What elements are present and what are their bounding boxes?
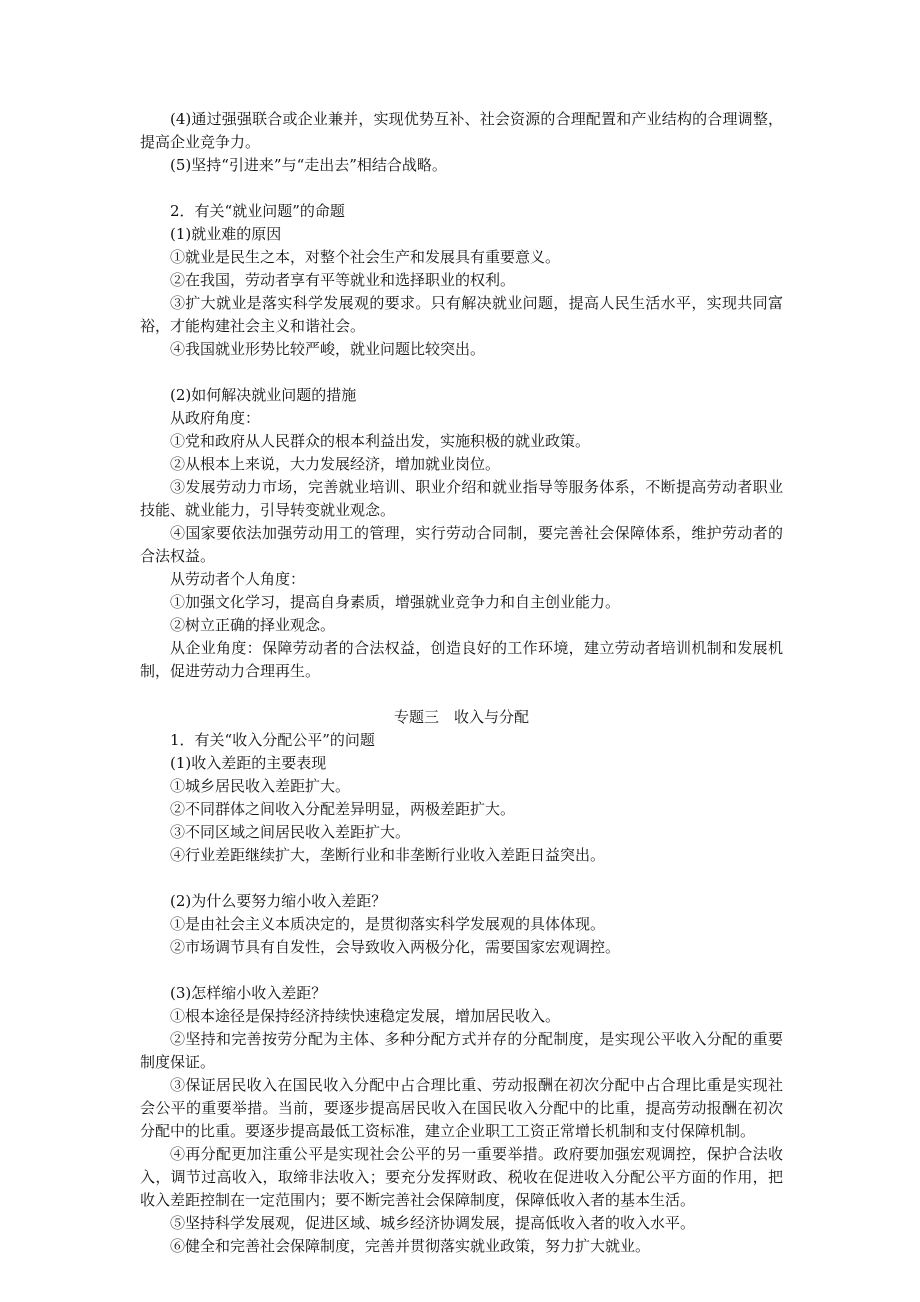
- paragraph: 从劳动者个人角度：: [170, 570, 306, 588]
- paragraph-spacer: [140, 683, 783, 706]
- paragraph: ④再分配更加注重公平是实现社会公平的另一重要举措。政府要加强宏观调控，保护合法收入，调节过高收入，取缔非法收入；要充分发挥财政、税收在促进收入分配公平方面的作用，把收入差距控制在一定范围内；要不断完善社会保障制度，保障低收入者的基本生活。: [140, 1145, 783, 1209]
- paragraph: (5)坚持“引进来”与“走出去”相结合战略。: [170, 156, 447, 174]
- paragraph: ①党和政府从人民群众的根本利益出发，实施积极的就业政策。: [170, 432, 591, 450]
- paragraph: ⑥健全和完善社会保障制度，完善并贯彻落实就业政策，努力扩大就业。: [170, 1237, 651, 1255]
- paragraph: ①加强文化学习，提高自身素质，增强就业竞争力和自主创业能力。: [170, 593, 621, 611]
- paragraph: (2)如何解决就业问题的措施: [170, 386, 357, 404]
- paragraph: 2．有关“就业问题”的命题: [170, 202, 345, 220]
- paragraph: ③保证居民收入在国民收入分配中占合理比重、劳动报酬在初次分配中占合理比重是实现社会公平的重要举措。当前，要逐步提高居民收入在国民收入分配中的比重，提高劳动报酬在初次分配中的比重。要逐步提高最低工资标准，建立企业职工工资正常增长机制和支付保障机制。: [140, 1076, 783, 1140]
- paragraph: ④我国就业形势比较严峻，就业问题比较突出。: [170, 340, 486, 358]
- paragraph-spacer: [140, 867, 783, 890]
- paragraph: 1．有关“收入分配公平”的问题: [170, 731, 375, 749]
- paragraph: (4)通过强强联合或企业兼并，实现优势互补、社会资源的合理配置和产业结构的合理调整，提高企业竞争力。: [140, 110, 783, 151]
- section-heading: 专题三 收入与分配: [393, 708, 529, 726]
- document-body: [140, 108, 783, 1258]
- paragraph-spacer: [140, 177, 783, 200]
- paragraph: ②坚持和完善按劳分配为主体、多种分配方式并存的分配制度，是实现公平收入分配的重要制度保证。: [140, 1030, 783, 1071]
- paragraph: ②在我国，劳动者享有平等就业和选择职业的权利。: [170, 271, 516, 289]
- paragraph: ⑤坚持科学发展观，促进区域、城乡经济协调发展，提高低收入者的收入水平。: [170, 1214, 696, 1232]
- paragraph: ③扩大就业是落实科学发展观的要求。只有解决就业问题，提高人民生活水平，实现共同富裕，才能构建社会主义和谐社会。: [140, 294, 783, 335]
- paragraph: ②树立正确的择业观念。: [170, 616, 336, 634]
- paragraph: ①城乡居民收入差距扩大。: [170, 777, 351, 795]
- paragraph: ②从根本上来说，大力发展经济，增加就业岗位。: [170, 455, 501, 473]
- paragraph: (3)怎样缩小收入差距？: [170, 984, 327, 1002]
- paragraph: ③不同区域之间居民收入差距扩大。: [170, 823, 411, 841]
- paragraph: ②不同群体之间收入分配差异明显，两极差距扩大。: [170, 800, 516, 818]
- paragraph-spacer: [140, 959, 783, 982]
- paragraph: (1)就业难的原因: [170, 225, 282, 243]
- paragraph: ①根本途径是保持经济持续快速稳定发展，增加居民收入。: [170, 1007, 561, 1025]
- paragraph: (1)收入差距的主要表现: [170, 754, 327, 772]
- paragraph: (2)为什么要努力缩小收入差距？: [170, 892, 387, 910]
- paragraph: ④国家要依法加强劳动用工的管理，实行劳动合同制，要完善社会保障体系，维护劳动者的合法权益。: [140, 524, 783, 565]
- paragraph: ③发展劳动力市场，完善就业培训、职业介绍和就业指导等服务体系，不断提高劳动者职业技能、就业能力，引导转变就业观念。: [140, 478, 783, 519]
- paragraph: ②市场调节具有自发性，会导致收入两极分化，需要国家宏观调控。: [170, 938, 621, 956]
- paragraph: 从政府角度：: [170, 409, 261, 427]
- paragraph: ①就业是民生之本，对整个社会生产和发展具有重要意义。: [170, 248, 561, 266]
- paragraph: 从企业角度：保障劳动者的合法权益，创造良好的工作环境，建立劳动者培训机制和发展机制，促进劳动力合理再生。: [140, 639, 783, 680]
- paragraph: ④行业差距继续扩大，垄断行业和非垄断行业收入差距日益突出。: [170, 846, 606, 864]
- paragraph: ①是由社会主义本质决定的，是贯彻落实科学发展观的具体体现。: [170, 915, 606, 933]
- paragraph-spacer: [140, 361, 783, 384]
